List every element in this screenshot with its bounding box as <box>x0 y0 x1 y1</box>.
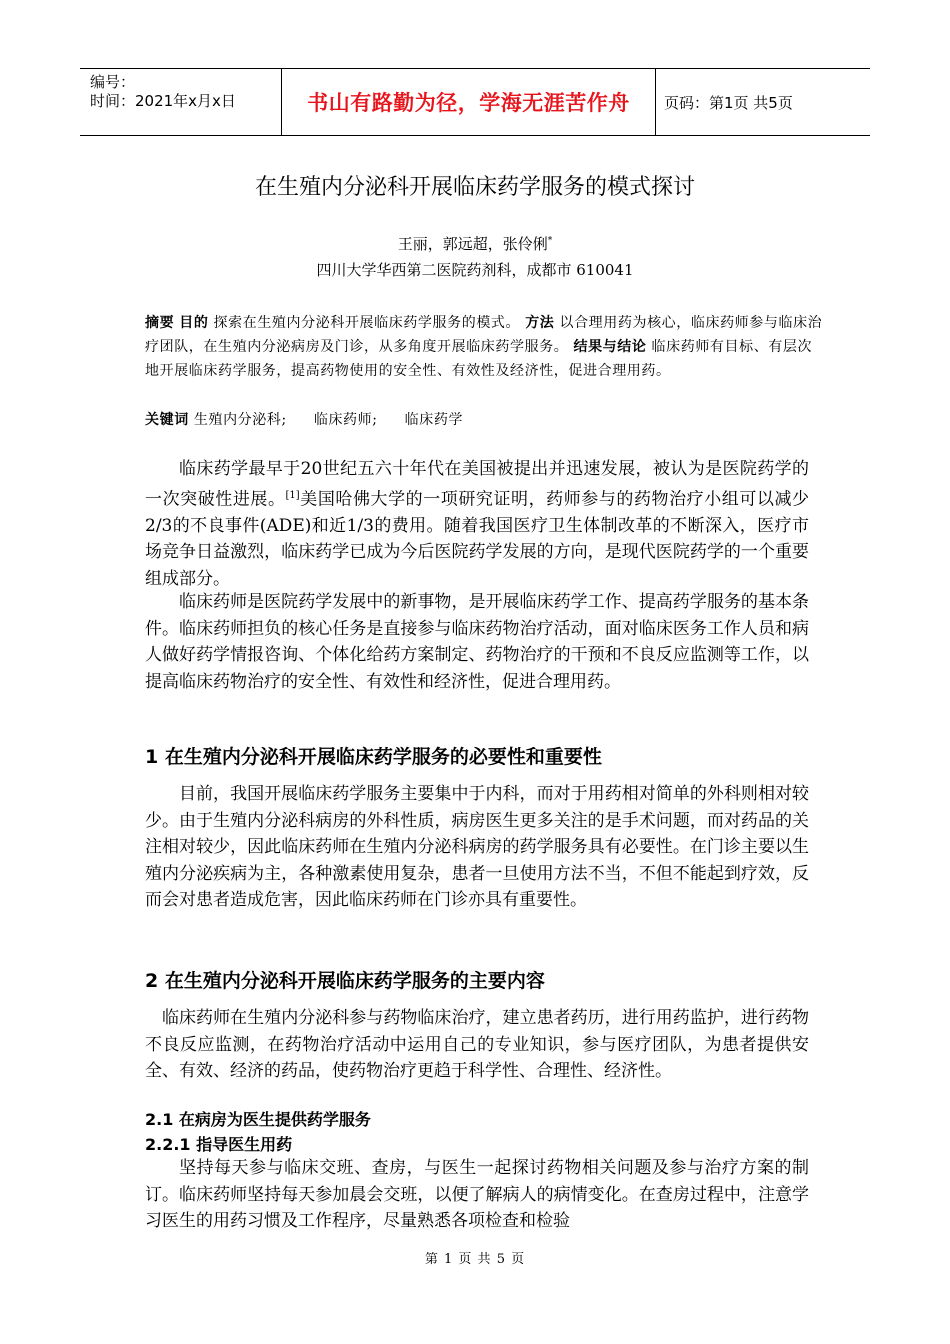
date-line: 时间：2021年x月x日 <box>90 92 236 110</box>
body-paragraph-2: 临床药师是医院药学发展中的新事物，是开展临床药学工作、提高药学服务的基本条件。临床药师担负的核心任务是直接参与临床药物治疗活动，面对临床医务工作人员和病人做好药学情报咨询、个体化给药方案制定、药物治疗的干预和不良反应监测等工作，以提高临床药物治疗的安全性、有效性和经济性，促进合理用药。 <box>145 592 809 692</box>
document-header <box>80 68 870 136</box>
page-footer: 第 1 页 共 5 页 <box>424 1252 526 1267</box>
purpose-text: 探索在生殖内分泌科开展临床药学服务的模式。 <box>213 315 521 331</box>
result-text: 临床药师有目标、有层次地开展临床药学服务，提高药物使用的安全性、有效性及经济性，促进合理用药。 <box>145 339 813 379</box>
author-mark: * <box>547 236 553 246</box>
p1-text-b: 美国哈佛大学的一项研究证明，药师参与的药物治疗小组可以减少2/3的不良事件(ADE)和近1/3的费用。随着我国医疗卫生体制改革的不断深入，医疗市场竞争日益激烈，临床药学已成为今后医院药学发展的方向，是现代医院药学的一个重要组成部分。 <box>145 489 810 589</box>
section-heading-1: 1 在生殖内分泌科开展临床药学服务的必要性和重要性 <box>145 746 602 768</box>
citation-ref: [1] <box>285 489 300 501</box>
affiliation: 四川大学华西第二医院药剂科，成都市 610041 <box>316 261 634 279</box>
keyword-item: 临床药师; <box>313 412 378 428</box>
authors <box>0 233 950 254</box>
body-paragraph-4: 临床药师在生殖内分泌科参与药物临床治疗，建立患者药历，进行用药监护，进行药物不良反应监测，在药物治疗活动中运用自己的专业知识，参与医疗团队，为患者提供安全、有效、经济的药品，使药物治疗更趋于科学性、合理性、经济性。 <box>145 1008 809 1081</box>
section-heading-2: 2 在生殖内分泌科开展临床药学服务的主要内容 <box>145 970 545 992</box>
subsection-heading-2-1: 2.1 在病房为医生提供药学服务 <box>145 1110 371 1129</box>
method-label: 方法 <box>525 315 555 331</box>
result-label: 结果与结论 <box>573 339 647 355</box>
method-text: 以合理用药为核心，临床药师参与临床治疗团队，在生殖内分泌病房及门诊，从多角度开展临床药学服务。 <box>145 315 823 355</box>
header-motto <box>282 69 656 135</box>
body-paragraph-3: 目前，我国开展临床药学服务主要集中于内科，而对于用药相对简单的外科则相对较少。由于生殖内分泌科病房的外科性质，病房医生更多关注的是手术问题，而对药品的关注相对较少，因此临床药师在生殖内分泌科病房的药学服务具有必要性。在门诊主要以生殖内分泌疾病为主，各种激素使用复杂，患者一旦使用方法不当，不但不能起到疗效，反而会对患者造成危害，因此临床药师在门诊亦具有重要性。 <box>145 784 809 910</box>
body-paragraph-5: 坚持每天参与临床交班、查房，与医生一起探讨药物相关问题及参与治疗方案的制订。临床药师坚持每天参加晨会交班，以便了解病人的病情变化。在查房过程中，注意学习医生的用药习惯及工作程序，尽量熟悉各项检查和检验 <box>145 1158 809 1231</box>
purpose-label: 目的 <box>179 315 209 331</box>
page-info-text: 页码：第1页 共5页 <box>664 93 793 112</box>
body-paragraph-1 <box>145 456 809 592</box>
subsection-heading-2-2-1: 2.2.1 指导医生用药 <box>145 1135 293 1154</box>
header-page-info <box>656 69 870 135</box>
number-label: 编号： <box>90 73 136 91</box>
keyword-item: 生殖内分泌科; <box>193 412 287 428</box>
abstract-label: 摘要 <box>145 315 175 331</box>
motto-text: 书山有路勤为径，学海无涯苦作舟 <box>307 91 630 115</box>
header-meta <box>80 69 282 135</box>
keywords <box>145 408 825 432</box>
authors-text: 王丽，郭远超，张伶俐 <box>397 235 548 253</box>
keyword-item: 临床药学 <box>404 412 464 428</box>
p1-text-a: 临床药学最早于20世纪五六十年代在美国被提出并迅速发展，被认为是医院药学的一次突破性进展。 <box>145 459 809 510</box>
abstract <box>145 311 825 383</box>
keywords-label: 关键词 <box>145 412 189 428</box>
page-title: 在生殖内分泌科开展临床药学服务的模式探讨 <box>254 175 695 200</box>
